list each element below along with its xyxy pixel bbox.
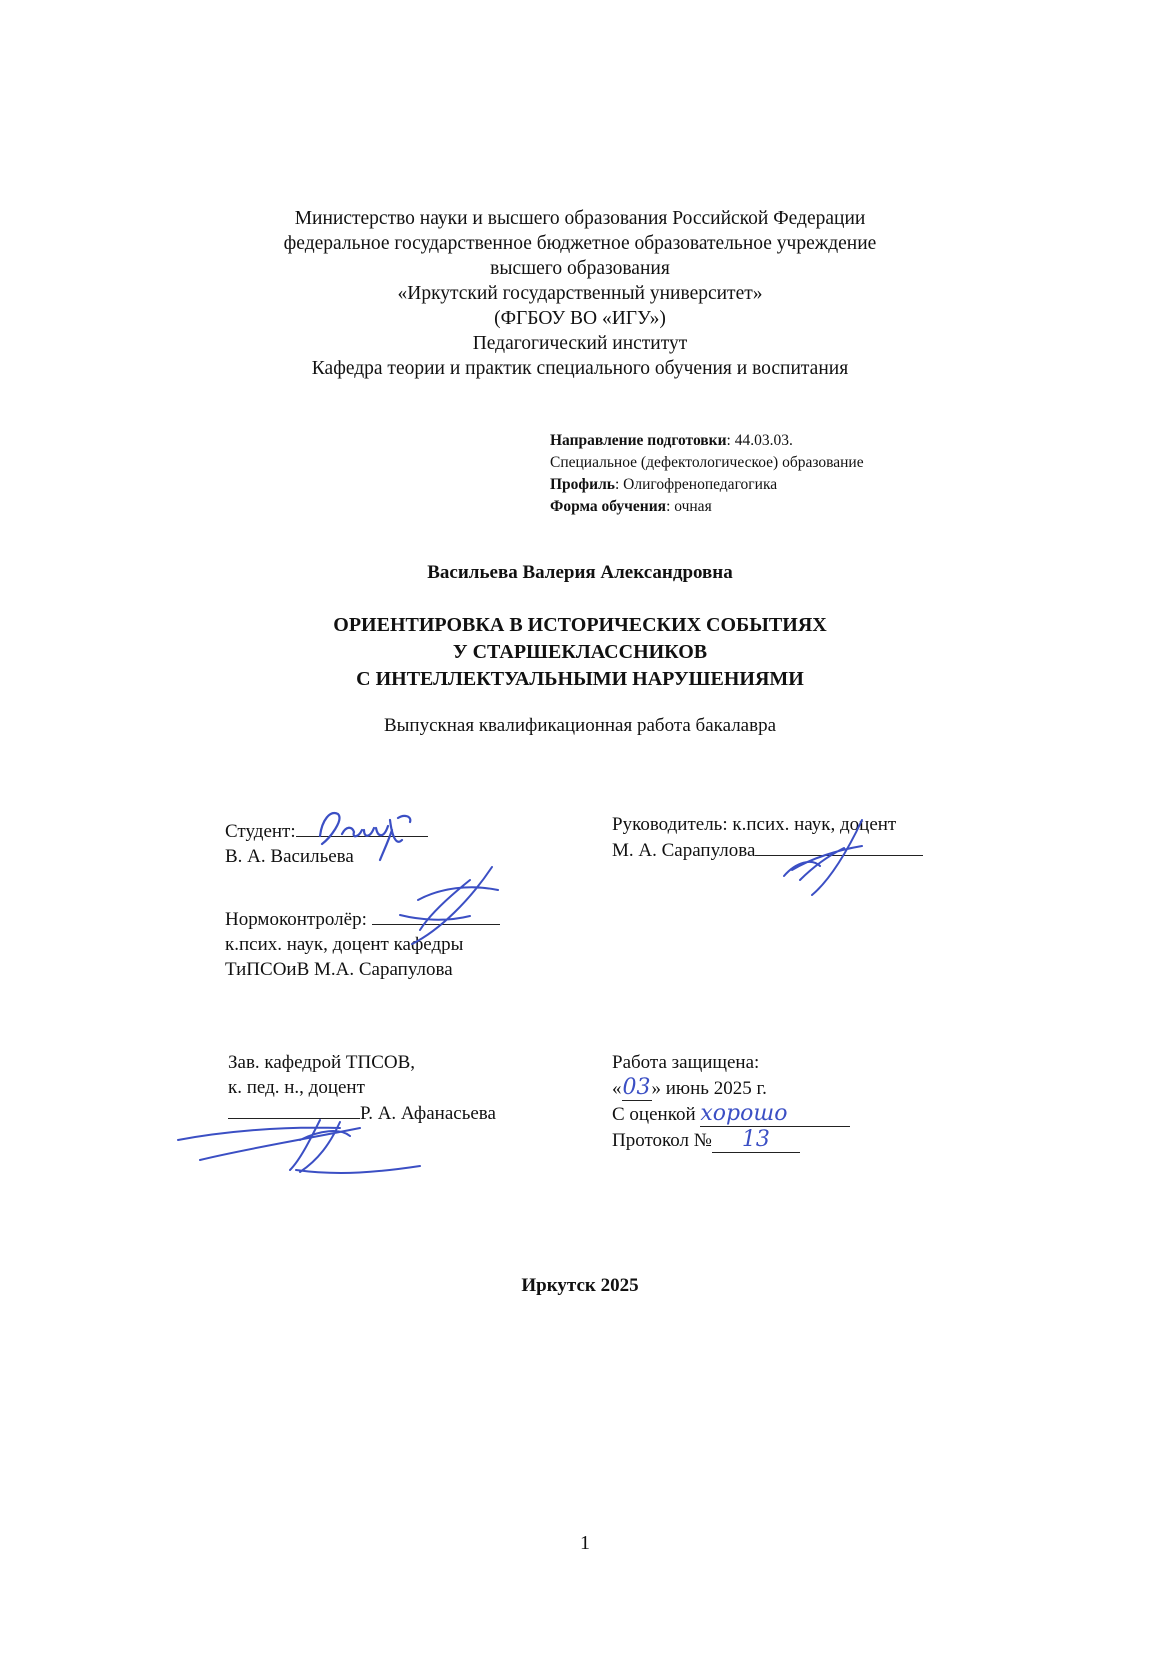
student-full-name: Васильева Валерия Александровна [427, 562, 733, 583]
student-signature-block [225, 818, 428, 869]
department-line: Кафедра теории и практик специального обучения и воспитания [311, 358, 849, 379]
student-label: Студент: [225, 821, 296, 842]
date-quote-open: « [612, 1078, 622, 1099]
normocontrol-name: ТиПСОиВ М.А. Сарапулова [225, 959, 453, 980]
head-degree: к. пед. н., доцент [228, 1077, 365, 1098]
student-label-line [225, 818, 428, 844]
defense-date-line [612, 1075, 850, 1101]
city-year: Иркутск 2025 [521, 1275, 639, 1296]
study-direction-block [550, 430, 864, 518]
supervisor-signature-line [755, 837, 923, 856]
head-position: Зав. кафедрой ТПСОВ, [228, 1052, 416, 1073]
direction-label: Направление подготовки [550, 432, 727, 449]
thesis-title [180, 612, 980, 693]
study-form-value: : очная [666, 498, 712, 515]
supervisor-label: Руководитель: к.псих. наук, доцент [612, 814, 897, 835]
head-signature-line [228, 1100, 360, 1119]
defense-block [612, 1050, 850, 1153]
institution-header [180, 206, 980, 381]
study-form-line [550, 496, 864, 518]
education-level-line: высшего образования [490, 258, 670, 279]
defense-label: Работа защищена: [612, 1052, 760, 1073]
page-number: 1 [580, 1532, 590, 1554]
supervisor-signature-block [612, 812, 923, 863]
thesis-title-line-1: ОРИЕНТИРОВКА В ИСТОРИЧЕСКИХ СОБЫТИЯХ [333, 614, 827, 636]
protocol-label: Протокол № [612, 1130, 712, 1151]
student-signature-line [296, 818, 428, 837]
institution-type-line: федеральное государственное бюджетное образовательное учреждение [283, 233, 877, 254]
thesis-title-line-2: У СТАРШЕКЛАССНИКОВ [452, 641, 708, 663]
study-form-label: Форма обучения [550, 498, 667, 515]
protocol-line [612, 1127, 850, 1153]
direction-line [550, 430, 864, 452]
supervisor-name-line [612, 837, 923, 863]
normocontrol-signature-block [225, 906, 500, 982]
defense-date-rest: » июнь 2025 г. [651, 1078, 767, 1099]
student-name: В. А. Васильева [225, 846, 354, 867]
head-signature-ink [178, 1120, 420, 1173]
university-name-line: «Иркутский государственный университет» [397, 283, 763, 304]
work-type: Выпускная квалификационная работа бакалавра [383, 715, 777, 736]
institute-line: Педагогический институт [472, 333, 688, 354]
protocol-number: 13 [712, 1127, 800, 1153]
head-of-department-block [228, 1050, 496, 1126]
normocontrol-label-line [225, 906, 500, 932]
grade-label: С оценкой [612, 1104, 696, 1125]
head-name-line [228, 1100, 496, 1126]
normocontrol-position: к.псих. наук, доцент кафедры [225, 934, 464, 955]
profile-line [550, 474, 864, 496]
normocontrol-label: Нормоконтролёр: [225, 909, 367, 930]
grade-line [612, 1101, 850, 1127]
profile-label: Профиль [550, 476, 615, 493]
head-name: Р. А. Афанасьева [360, 1103, 496, 1124]
supervisor-name: М. А. Сарапулова [612, 840, 756, 861]
grade-value: хорошо [700, 1101, 850, 1127]
university-abbr-line: (ФГБОУ ВО «ИГУ») [494, 308, 666, 329]
direction-code: : 44.03.03. [726, 432, 793, 449]
direction-name: Специальное (дефектологическое) образование [550, 454, 864, 471]
defense-day: 03 [622, 1075, 651, 1100]
normocontrol-signature-line [372, 906, 500, 925]
profile-value: : Олигофренопедагогика [614, 476, 778, 493]
thesis-title-line-3: С ИНТЕЛЛЕКТУАЛЬНЫМИ НАРУШЕНИЯМИ [356, 668, 804, 690]
ministry-line: Министерство науки и высшего образования Российской Федерации [294, 208, 866, 229]
